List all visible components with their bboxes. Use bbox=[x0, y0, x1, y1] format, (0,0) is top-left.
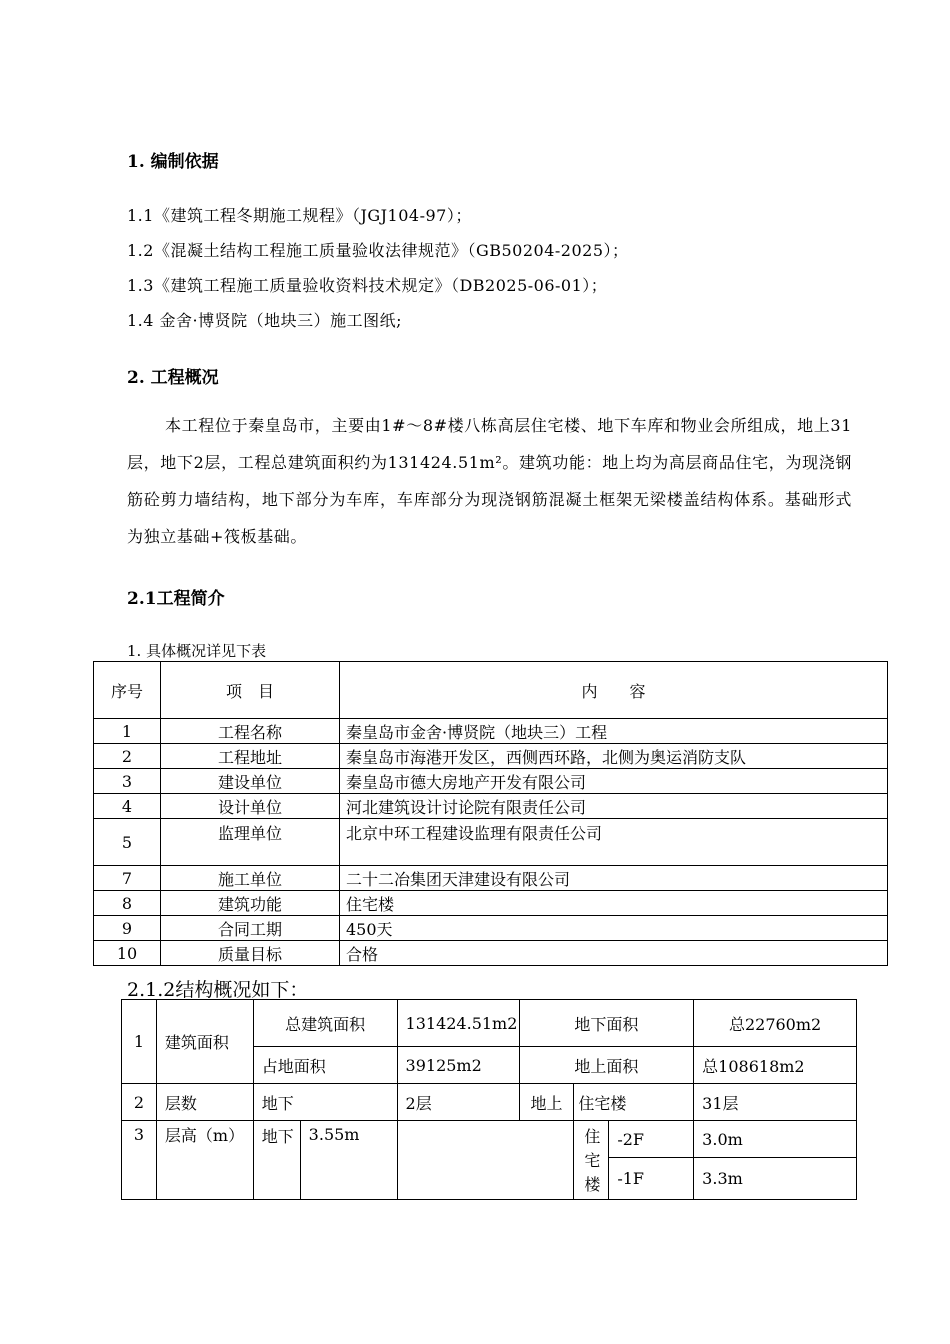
above-area-label: 地上面积 bbox=[519, 1047, 694, 1084]
building-area-label: 建筑面积 bbox=[156, 1000, 253, 1084]
floor-level-label: -1F bbox=[609, 1158, 694, 1200]
above-area-value: 总108618m2 bbox=[694, 1047, 857, 1084]
height-under-label: 地下 bbox=[253, 1121, 300, 1200]
row-item: 质量目标 bbox=[161, 941, 340, 966]
total-area-label: 总建筑面积 bbox=[253, 1000, 397, 1047]
row-content: 河北建筑设计讨论院有限责任公司 bbox=[340, 794, 888, 819]
row-item: 工程名称 bbox=[161, 719, 340, 744]
floors-above-value: 31层 bbox=[694, 1084, 857, 1121]
row-content: 450天 bbox=[340, 916, 888, 941]
row-item: 建筑功能 bbox=[161, 891, 340, 916]
row-number: 2 bbox=[122, 1084, 157, 1121]
floors-under-label: 地下 bbox=[253, 1084, 397, 1121]
floor-level-label: -2F bbox=[609, 1121, 694, 1158]
row-item: 监理单位 bbox=[161, 819, 340, 866]
floors-building-label: 住宅楼 bbox=[574, 1084, 694, 1121]
section-1-heading: 1. 编制依据 bbox=[127, 152, 219, 172]
section-2-heading: 2. 工程概况 bbox=[127, 368, 219, 388]
row-item: 建设单位 bbox=[161, 769, 340, 794]
row-number: 10 bbox=[94, 941, 161, 966]
height-under-value: 3.55m bbox=[300, 1121, 397, 1200]
underground-area-label: 地下面积 bbox=[519, 1000, 694, 1047]
row-number: 4 bbox=[94, 794, 161, 819]
table-row bbox=[94, 769, 888, 794]
table-row bbox=[94, 819, 888, 866]
row-content: 秦皇岛市德大房地产开发有限公司 bbox=[340, 769, 888, 794]
row-number: 2 bbox=[94, 744, 161, 769]
row-content: 住宅楼 bbox=[340, 891, 888, 916]
reference-item: 1.2《混凝土结构工程施工质量验收法律规范》（GB50204-2025）； bbox=[127, 241, 629, 260]
row-number: 5 bbox=[94, 819, 161, 866]
floors-label: 层数 bbox=[156, 1084, 253, 1121]
table-caption: 1. 具体概况详见下表 bbox=[127, 642, 267, 660]
empty-cell bbox=[397, 1121, 574, 1200]
table-row bbox=[94, 941, 888, 966]
reference-item: 1.4 金舍·博贤院（地块三）施工图纸; bbox=[127, 311, 403, 330]
row-content: 北京中环工程建设监理有限责任公司 bbox=[340, 819, 888, 866]
row-content: 二十二冶集团天津建设有限公司 bbox=[340, 866, 888, 891]
section-2-1-heading: 2.1工程简介 bbox=[127, 589, 225, 609]
floors-above-label: 地上 bbox=[519, 1084, 574, 1121]
structure-table bbox=[121, 999, 857, 1200]
land-area-value: 39125m2 bbox=[397, 1047, 519, 1084]
section-2-1-2-heading: 2.1.2结构概况如下： bbox=[127, 979, 309, 1001]
row-number: 3 bbox=[122, 1121, 157, 1200]
row-content: 合格 bbox=[340, 941, 888, 966]
floor-level-value: 3.3m bbox=[694, 1158, 857, 1200]
row-item: 合同工期 bbox=[161, 916, 340, 941]
overview-paragraph: 本工程位于秦皇岛市，主要由1#～8#楼八栋高层住宅楼、地下车库和物业会所组成，地上31层，地下2层，工程总建筑面积约为131424.51m²。建筑功能：地上均为高层商品住宅，为现浇钢筋砼剪力墙结构，地下部分为车库，车库部分为现浇钢筋混凝土框架无梁楼盖结构体系。基础形式为独立基础+筏板基础。 bbox=[127, 416, 852, 546]
floor-height-label: 层高（m） bbox=[156, 1121, 253, 1200]
table-row bbox=[94, 794, 888, 819]
total-area-value: 131424.51m2 bbox=[397, 1000, 519, 1047]
header-cell: 内 容 bbox=[340, 662, 888, 719]
table-row bbox=[94, 719, 888, 744]
floors-under-value: 2层 bbox=[397, 1084, 519, 1121]
row-content: 秦皇岛市海港开发区，西侧西环路，北侧为奥运消防支队 bbox=[340, 744, 888, 769]
row-content: 秦皇岛市金舍·博贤院（地块三）工程 bbox=[340, 719, 888, 744]
row-number: 9 bbox=[94, 916, 161, 941]
reference-item: 1.3《建筑工程施工质量验收资料技术规定》（DB2025-06-01）； bbox=[127, 276, 608, 295]
reference-item: 1.1《建筑工程冬期施工规程》（JGJ104-97）； bbox=[127, 206, 472, 225]
table-row bbox=[94, 916, 888, 941]
row-item: 设计单位 bbox=[161, 794, 340, 819]
table-row bbox=[94, 866, 888, 891]
row-item: 工程地址 bbox=[161, 744, 340, 769]
row-number: 7 bbox=[94, 866, 161, 891]
row-item: 施工单位 bbox=[161, 866, 340, 891]
floor-level-value: 3.0m bbox=[694, 1121, 857, 1158]
row-number: 3 bbox=[94, 769, 161, 794]
header-cell: 项 目 bbox=[161, 662, 340, 719]
row-number: 1 bbox=[122, 1000, 157, 1084]
land-area-label: 占地面积 bbox=[253, 1047, 397, 1084]
header-cell: 序号 bbox=[94, 662, 161, 719]
row-number: 1 bbox=[94, 719, 161, 744]
height-building-label: 住宅楼 bbox=[574, 1121, 609, 1200]
project-info-table bbox=[93, 661, 888, 966]
table-row bbox=[94, 891, 888, 916]
underground-area-value: 总22760m2 bbox=[694, 1000, 857, 1047]
row-number: 8 bbox=[94, 891, 161, 916]
table-row bbox=[94, 744, 888, 769]
